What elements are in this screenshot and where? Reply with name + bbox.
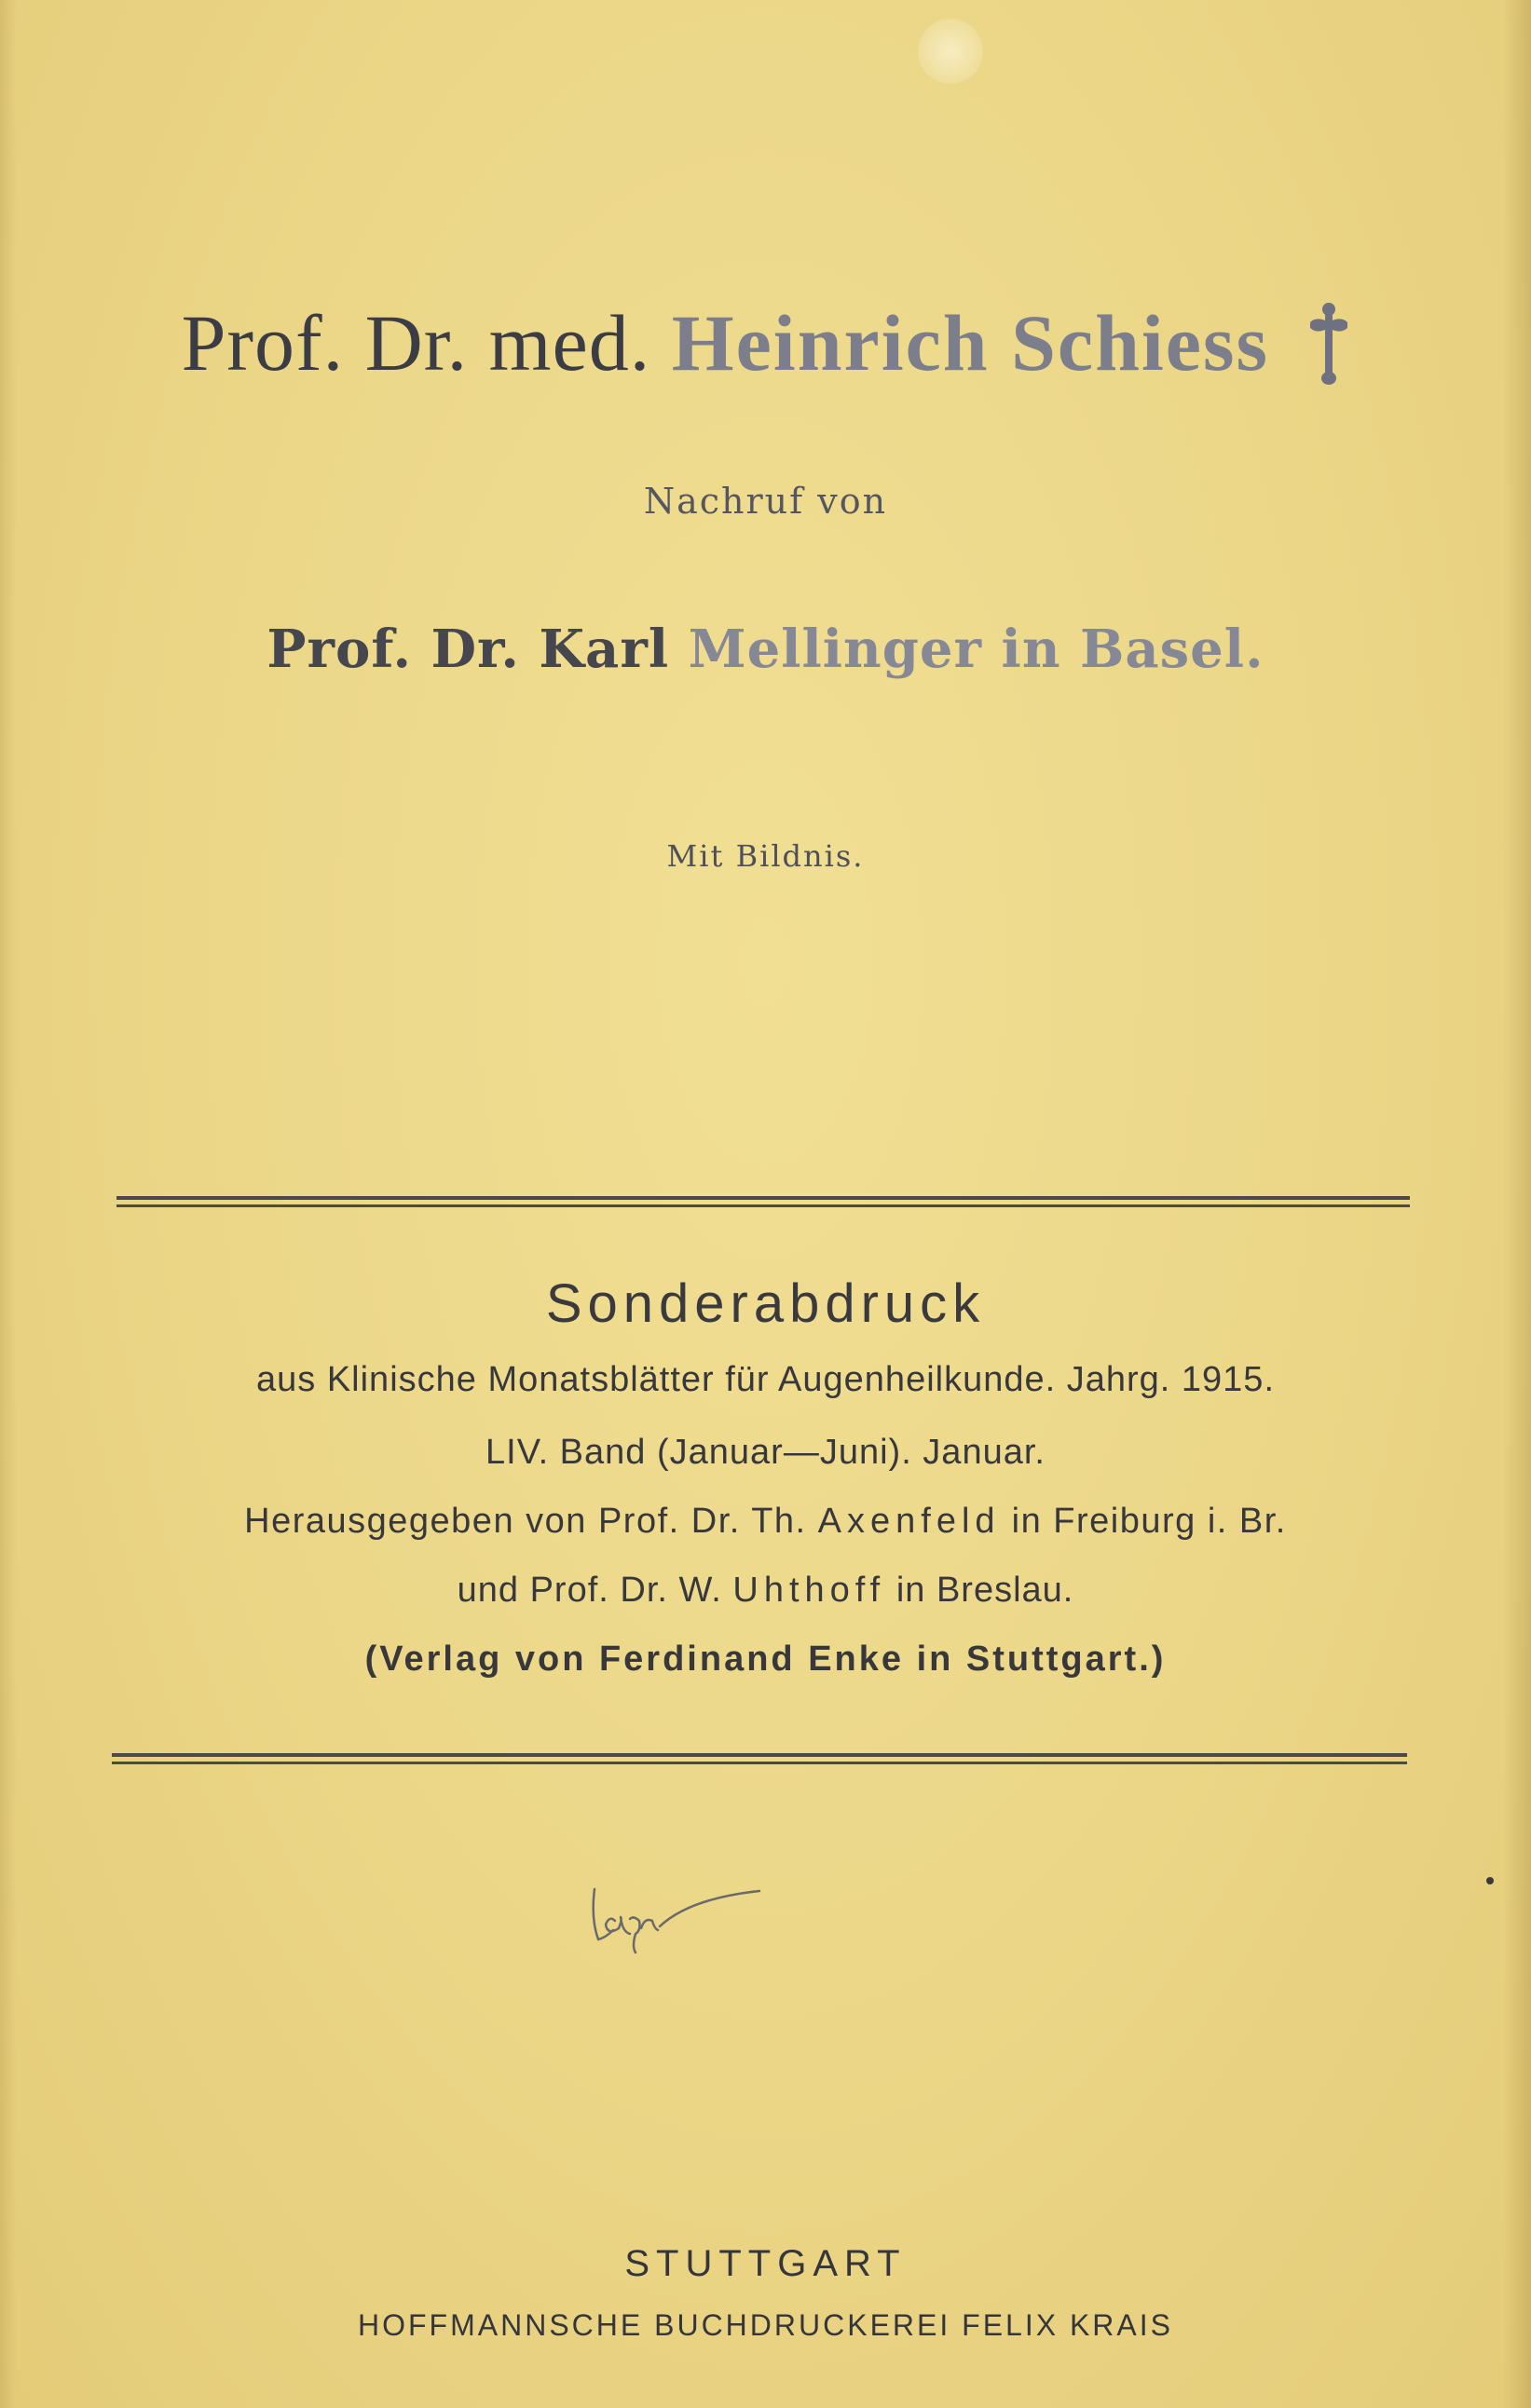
editor-name-axenfeld: Axenfeld <box>817 1502 1001 1541</box>
nachruf-label: Nachruf von <box>643 481 888 522</box>
death-cross-icon <box>1308 302 1349 386</box>
double-rule-top <box>116 1196 1410 1207</box>
light-glare <box>918 19 983 84</box>
imprint-city: STUTTGART <box>624 2243 907 2284</box>
double-rule-bottom <box>112 1753 1407 1764</box>
sonderabdruck-heading: Sonderabdruck <box>545 1273 986 1334</box>
author-prefix: Prof. Dr. Karl <box>267 619 670 680</box>
coeditor-prefix: und Prof. Dr. W. <box>457 1571 722 1610</box>
author-name: Mellinger in Basel. <box>688 619 1264 680</box>
bildnis-note: Mit Bildnis. <box>666 838 865 874</box>
handwritten-signature <box>587 1872 773 1956</box>
imprint-printer: HOFFMANNSCHE BUCHDRUCKEREI FELIX KRAIS <box>358 2308 1173 2342</box>
page-title <box>0 296 1531 393</box>
author-line <box>0 619 1531 680</box>
publication-line-3 <box>0 1502 1531 1542</box>
coeditor-location: in Breslau. <box>895 1571 1074 1610</box>
publication-line-4 <box>0 1571 1531 1611</box>
editor-prefix: Herausgegeben von Prof. Dr. Th. <box>244 1502 807 1541</box>
editor-location: in Freiburg i. Br. <box>1011 1502 1287 1541</box>
title-name: Heinrich Schiess <box>671 298 1269 388</box>
publication-line-1: aus Klinische Monatsblätter für Augenheilkunde. Jahrg. 1915. <box>256 1360 1275 1399</box>
editor-name-uhthoff: Uhthoff <box>732 1571 886 1610</box>
ink-speck <box>1486 1877 1494 1884</box>
publisher-line: (Verlag von Ferdinand Enke in Stuttgart.) <box>364 1639 1167 1679</box>
publication-line-2: LIV. Band (Januar—Juni). Januar. <box>485 1433 1046 1472</box>
title-prefix: Prof. Dr. med. <box>181 298 651 388</box>
